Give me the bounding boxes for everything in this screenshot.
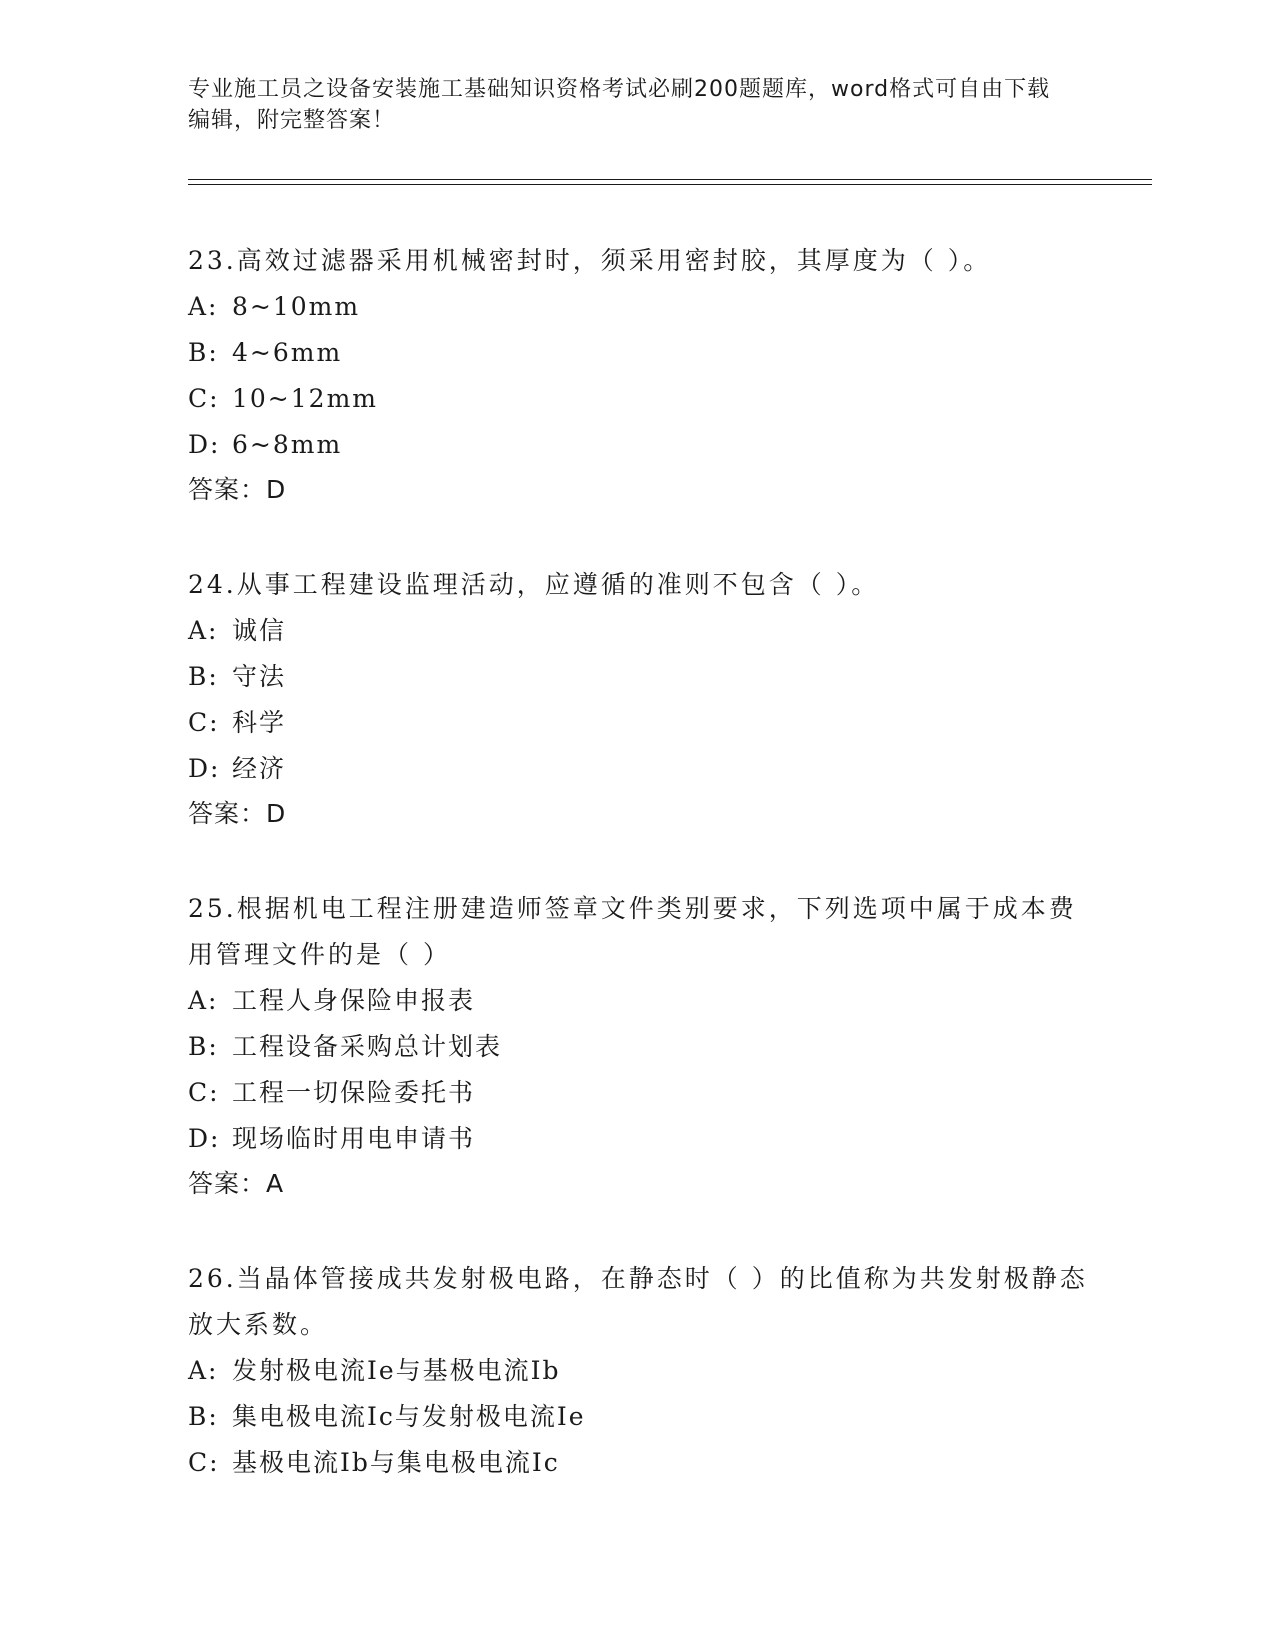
option-letter: D: bbox=[188, 430, 221, 459]
option-text: 基极电流Ib与集电极电流Ic bbox=[232, 1448, 560, 1477]
option-text: 6~8mm bbox=[232, 430, 343, 459]
option-text: 发射极电流Ie与基极电流Ib bbox=[232, 1356, 561, 1385]
option-c bbox=[188, 1440, 1088, 1486]
option-text: 工程设备采购总计划表 bbox=[232, 1032, 503, 1061]
option-letter: C: bbox=[188, 708, 220, 737]
option-d bbox=[188, 1116, 1088, 1162]
question-text: 26.当晶体管接成共发射极电路，在静态时（ ）的比值称为共发射极静态放大系数。 bbox=[188, 1264, 1088, 1339]
answer-line: 答案：D bbox=[188, 799, 287, 828]
option-text: 集电极电流Ic与发射极电流Ie bbox=[232, 1402, 586, 1431]
option-c bbox=[188, 1070, 1088, 1116]
question-23 bbox=[188, 238, 1088, 512]
option-letter: C: bbox=[188, 1078, 220, 1107]
question-list bbox=[188, 238, 1088, 1536]
option-a bbox=[188, 284, 1088, 330]
option-d bbox=[188, 746, 1088, 792]
option-letter: B: bbox=[188, 1402, 219, 1431]
option-text: 诚信 bbox=[232, 616, 287, 645]
option-c bbox=[188, 376, 1088, 422]
option-letter: B: bbox=[188, 662, 219, 691]
question-24 bbox=[188, 562, 1088, 836]
option-a bbox=[188, 608, 1088, 654]
option-letter: D: bbox=[188, 1124, 221, 1153]
option-text: 守法 bbox=[232, 662, 287, 691]
answer-line: 答案：A bbox=[188, 1169, 285, 1198]
header-divider-bottom bbox=[188, 184, 1152, 185]
option-a bbox=[188, 978, 1088, 1024]
option-b bbox=[188, 1394, 1088, 1440]
option-text: 现场临时用电申请书 bbox=[232, 1124, 476, 1153]
option-c bbox=[188, 700, 1088, 746]
option-text: 工程一切保险委托书 bbox=[232, 1078, 476, 1107]
option-a bbox=[188, 1348, 1088, 1394]
option-letter: A: bbox=[188, 1356, 219, 1385]
question-26 bbox=[188, 1256, 1088, 1486]
option-letter: C: bbox=[188, 1448, 220, 1477]
option-text: 科学 bbox=[232, 708, 287, 737]
option-text: 工程人身保险申报表 bbox=[232, 986, 476, 1015]
option-b bbox=[188, 330, 1088, 376]
question-text: 25.根据机电工程注册建造师签章文件类别要求，下列选项中属于成本费用管理文件的是（ ） bbox=[188, 894, 1077, 969]
option-letter: A: bbox=[188, 986, 219, 1015]
answer-line: 答案：D bbox=[188, 475, 287, 504]
option-letter: A: bbox=[188, 292, 219, 321]
document-header: 专业施工员之设备安装施工基础知识资格考试必刷200题题库，word格式可自由下载编辑，附完整答案！ bbox=[188, 77, 1051, 133]
question-text: 23.高效过滤器采用机械密封时，须采用密封胶，其厚度为（ ）。 bbox=[188, 246, 992, 275]
option-letter: D: bbox=[188, 754, 221, 783]
option-letter: C: bbox=[188, 384, 220, 413]
option-text: 4~6mm bbox=[232, 338, 343, 367]
option-d bbox=[188, 422, 1088, 468]
option-letter: B: bbox=[188, 1032, 219, 1061]
option-letter: A: bbox=[188, 616, 219, 645]
question-text: 24.从事工程建设监理活动，应遵循的准则不包含（ ）。 bbox=[188, 570, 880, 599]
option-b bbox=[188, 654, 1088, 700]
option-text: 10~12mm bbox=[232, 384, 378, 413]
question-25 bbox=[188, 886, 1088, 1206]
option-text: 8~10mm bbox=[232, 292, 361, 321]
option-letter: B: bbox=[188, 338, 219, 367]
option-b bbox=[188, 1024, 1088, 1070]
header-divider-top bbox=[188, 179, 1152, 180]
option-text: 经济 bbox=[232, 754, 287, 783]
